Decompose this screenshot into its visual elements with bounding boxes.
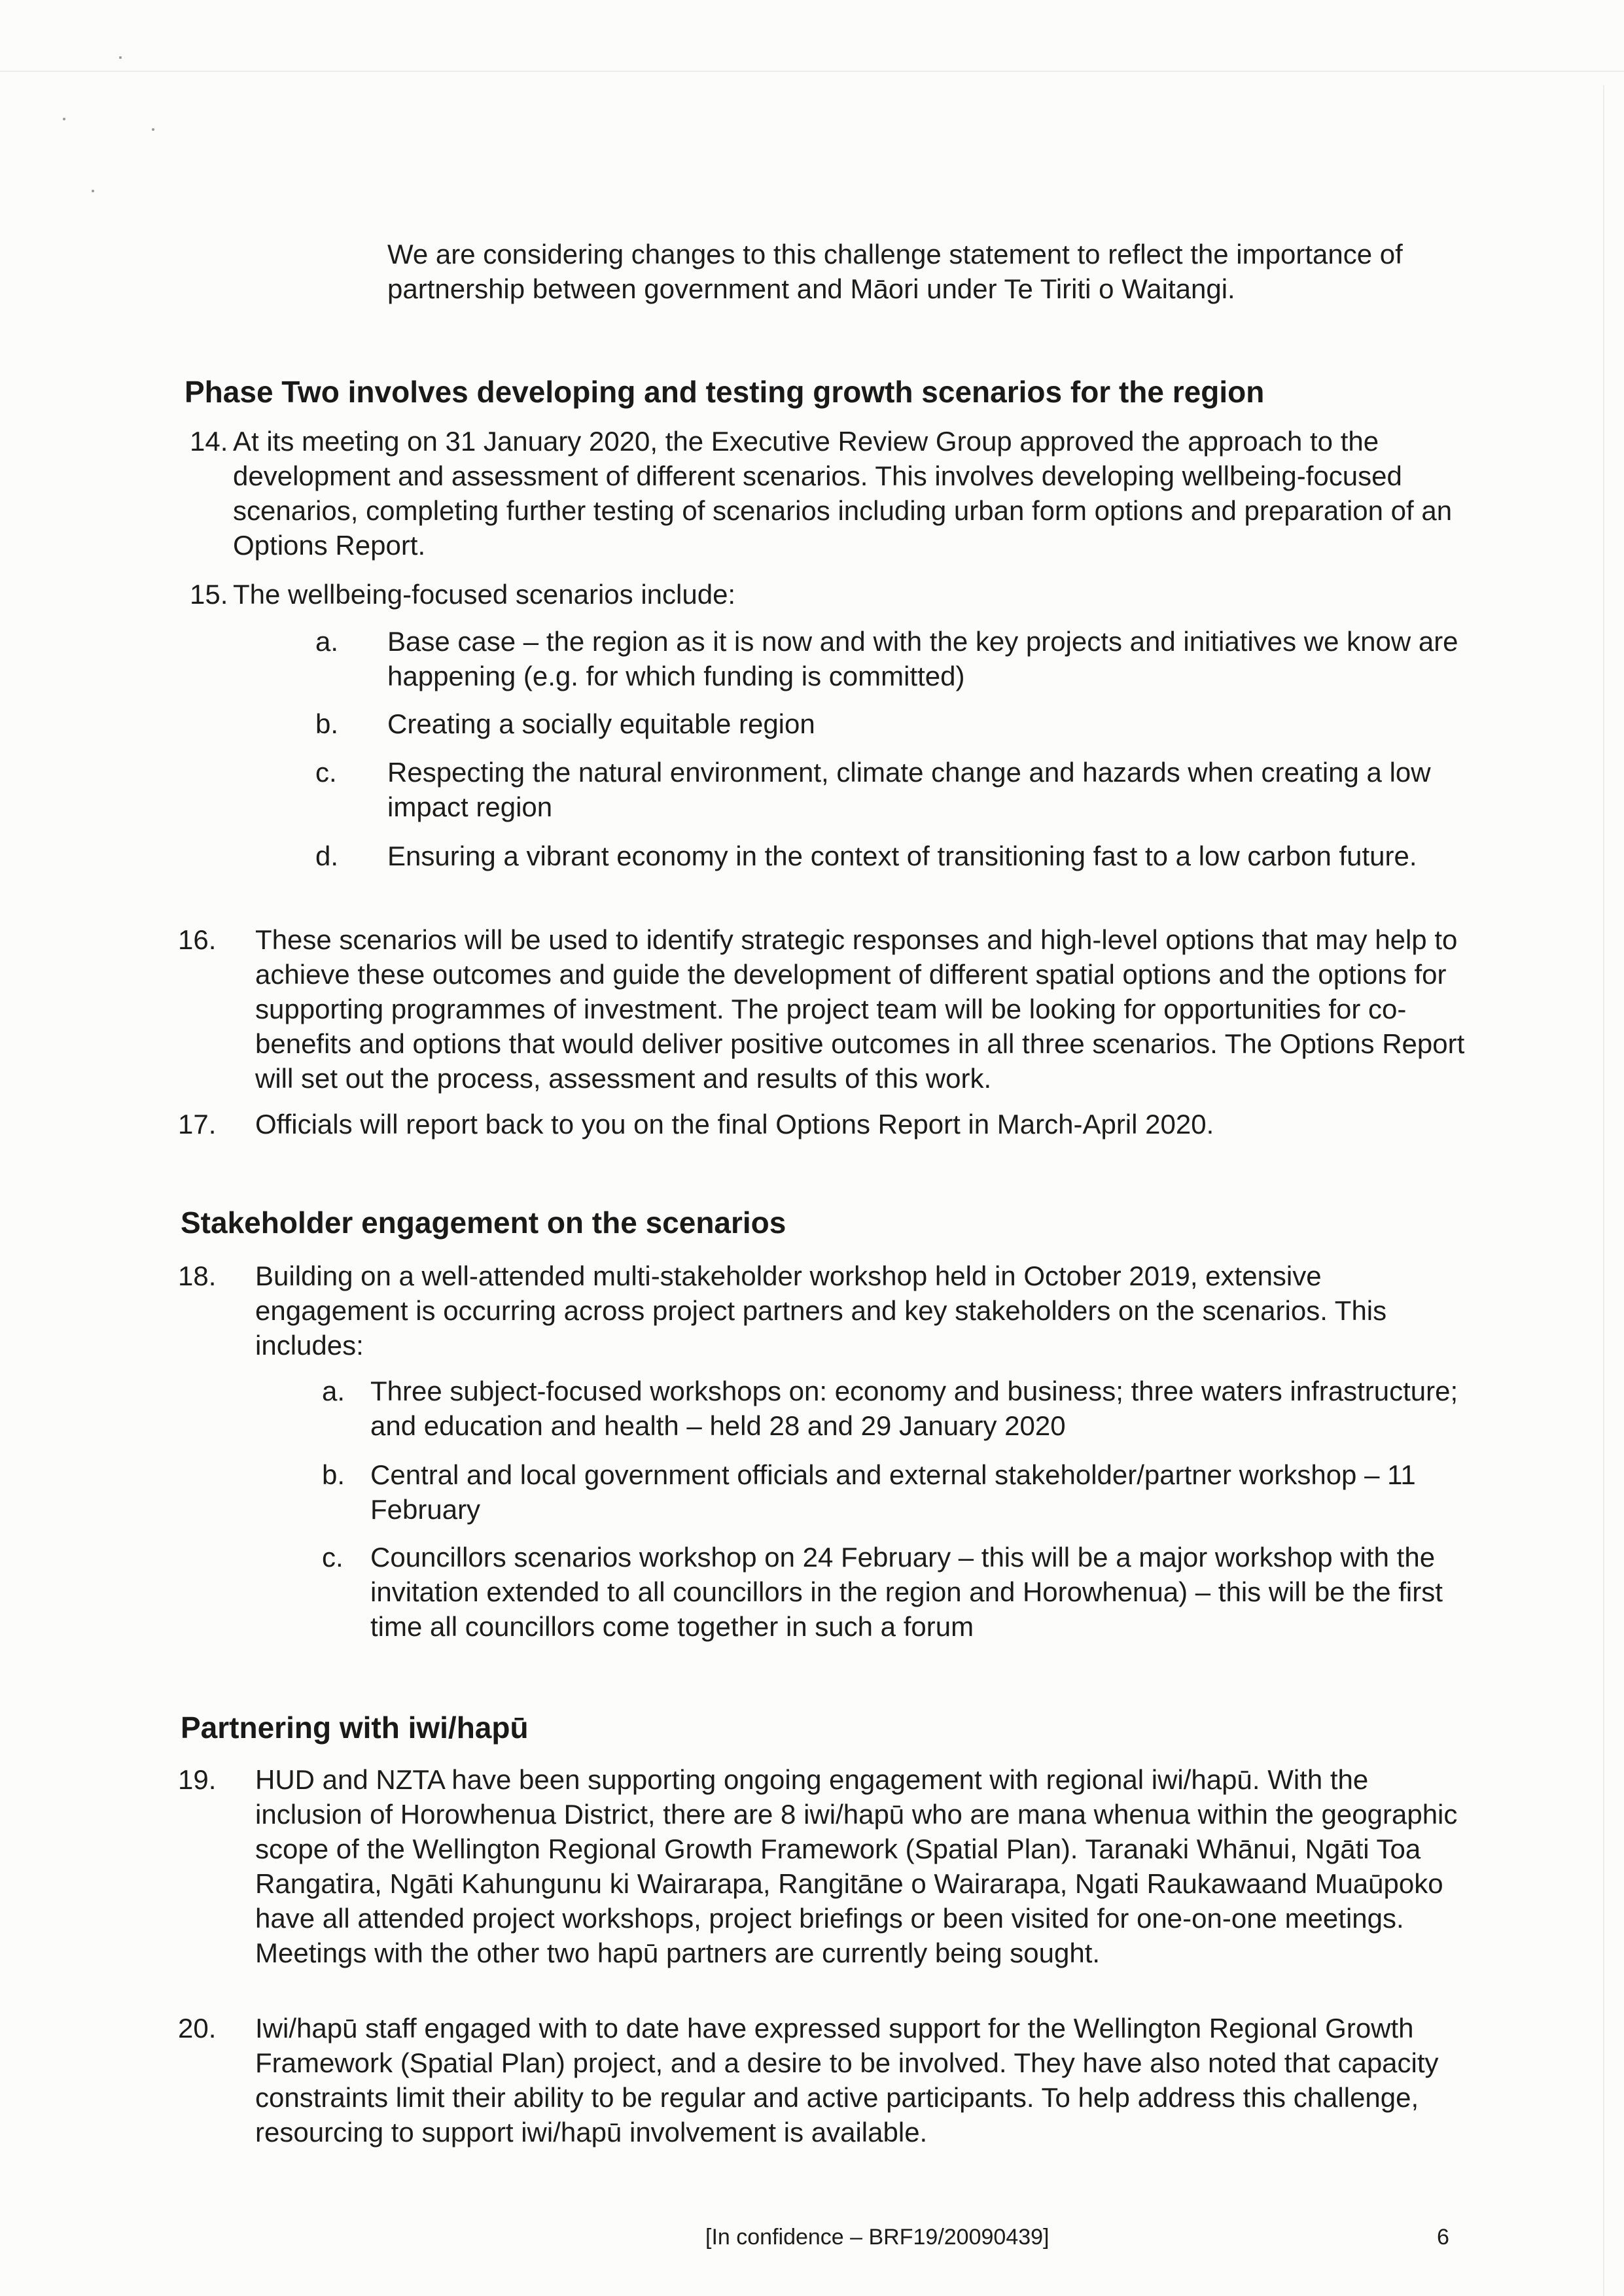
- page-number: 6: [1437, 2225, 1449, 2250]
- paragraph-number-16: 16.: [178, 924, 217, 955]
- list-item-letter: b.: [322, 1459, 345, 1490]
- scan-edge-right: [1603, 85, 1604, 2296]
- list-item-letter: c.: [322, 1542, 344, 1573]
- list-item-text: Creating a socially equitable region: [387, 708, 815, 739]
- paragraph-number-19: 19.: [178, 1764, 217, 1795]
- scan-speck: [63, 118, 65, 120]
- footer-confidentiality: [In confidence – BRF19/20090439]: [705, 2225, 1050, 2250]
- paragraph-number-20: 20.: [178, 2013, 217, 2044]
- paragraph-number-18: 18.: [178, 1261, 217, 1291]
- paragraph-20: Iwi/hapū staff engaged with to date have expressed support for the Wellington Regional Growth Framework (Spatial Plan) project, and a desire to be involved. They have also noted that capacity constraints limit their ability to be regular and active participants. To help address this challenge, resourcing to support iwi/hapū involvement is available.: [255, 2013, 1439, 2148]
- scan-speck: [92, 190, 94, 192]
- list-item-letter: b.: [315, 708, 339, 739]
- section-heading-phase-two: Phase Two involves developing and testing growth scenarios for the region: [185, 375, 1265, 409]
- list-item-text: Base case – the region as it is now and with the key projects and initiatives we know are happening (e.g. for which funding is committed): [387, 626, 1458, 691]
- scan-speck: [119, 56, 122, 59]
- list-item-text: Respecting the natural environment, climate change and hazards when creating a low impact region: [387, 757, 1431, 822]
- list-item-letter: a.: [322, 1376, 345, 1406]
- list-item-text: Central and local government officials and external stakeholder/partner workshop – 11 February: [370, 1459, 1416, 1525]
- intro-paragraph: We are considering changes to this challenge statement to reflect the importance of partnership between government and Māori under Te Tiriti o Waitangi.: [387, 239, 1403, 304]
- list-item-text: Ensuring a vibrant economy in the context of transitioning fast to a low carbon future.: [387, 841, 1417, 871]
- paragraph-18: Building on a well-attended multi-stakeholder workshop held in October 2019, extensive engagement is occurring across project partners and key stakeholders on the scenarios. This includes:: [255, 1261, 1387, 1361]
- scan-edge-top: [0, 71, 1624, 72]
- section-heading-partnering: Partnering with iwi/hapū: [181, 1711, 529, 1745]
- paragraph-number-15: 15.: [190, 579, 228, 610]
- paragraph-19: HUD and NZTA have been supporting ongoing engagement with regional iwi/hapū. With the inclusion of Horowhenua District, there are 8 iwi/hapū who are mana whenua within the geographic scope of the Wellington Regional Growth Framework (Spatial Plan). Taranaki Whānui, Ngāti Toa Rangatira, Ngāti Kahungunu ki Wairarapa, Rangitāne o Wairarapa, Ngati Raukawaand Muaūpoko have all attended project workshops, project briefings or been visited for one-on-one meetings. Meetings with the other two hapū partners are currently being sought.: [255, 1764, 1458, 1968]
- list-item-text: Councillors scenarios workshop on 24 February – this will be a major workshop with the invitation extended to all councillors in the region and Horowhenua) – this will be the first time all councillors come together in such a forum: [370, 1542, 1443, 1642]
- list-item-letter: d.: [315, 841, 339, 871]
- paragraph-17: Officials will report back to you on the final Options Report in March-April 2020.: [255, 1109, 1214, 1139]
- paragraph-number-17: 17.: [178, 1109, 217, 1139]
- list-item-letter: a.: [315, 626, 339, 657]
- paragraph-number-14: 14.: [190, 426, 228, 457]
- paragraph-14: At its meeting on 31 January 2020, the Executive Review Group approved the approach to the development and assessment of different scenarios. This involves developing wellbeing-focused scenarios, completing further testing of scenarios including urban form options and preparation of an Options Report.: [233, 426, 1453, 561]
- list-item-text: Three subject-focused workshops on: economy and business; three waters infrastructure; and education and health – held 28 and 29 January 2020: [370, 1376, 1458, 1441]
- section-heading-stakeholder: Stakeholder engagement on the scenarios: [181, 1206, 786, 1240]
- scan-speck: [152, 128, 154, 131]
- paragraph-16: These scenarios will be used to identify strategic responses and high-level options that may help to achieve these outcomes and guide the development of different spatial options and the options for supporting programmes of investment. The project team will be looking for opportunities for co-benefits and options that would deliver positive outcomes in all three scenarios. The Options Report will set out the process, assessment and results of this work.: [255, 924, 1465, 1094]
- paragraph-15: The wellbeing-focused scenarios include:: [233, 579, 736, 610]
- list-item-letter: c.: [315, 757, 337, 788]
